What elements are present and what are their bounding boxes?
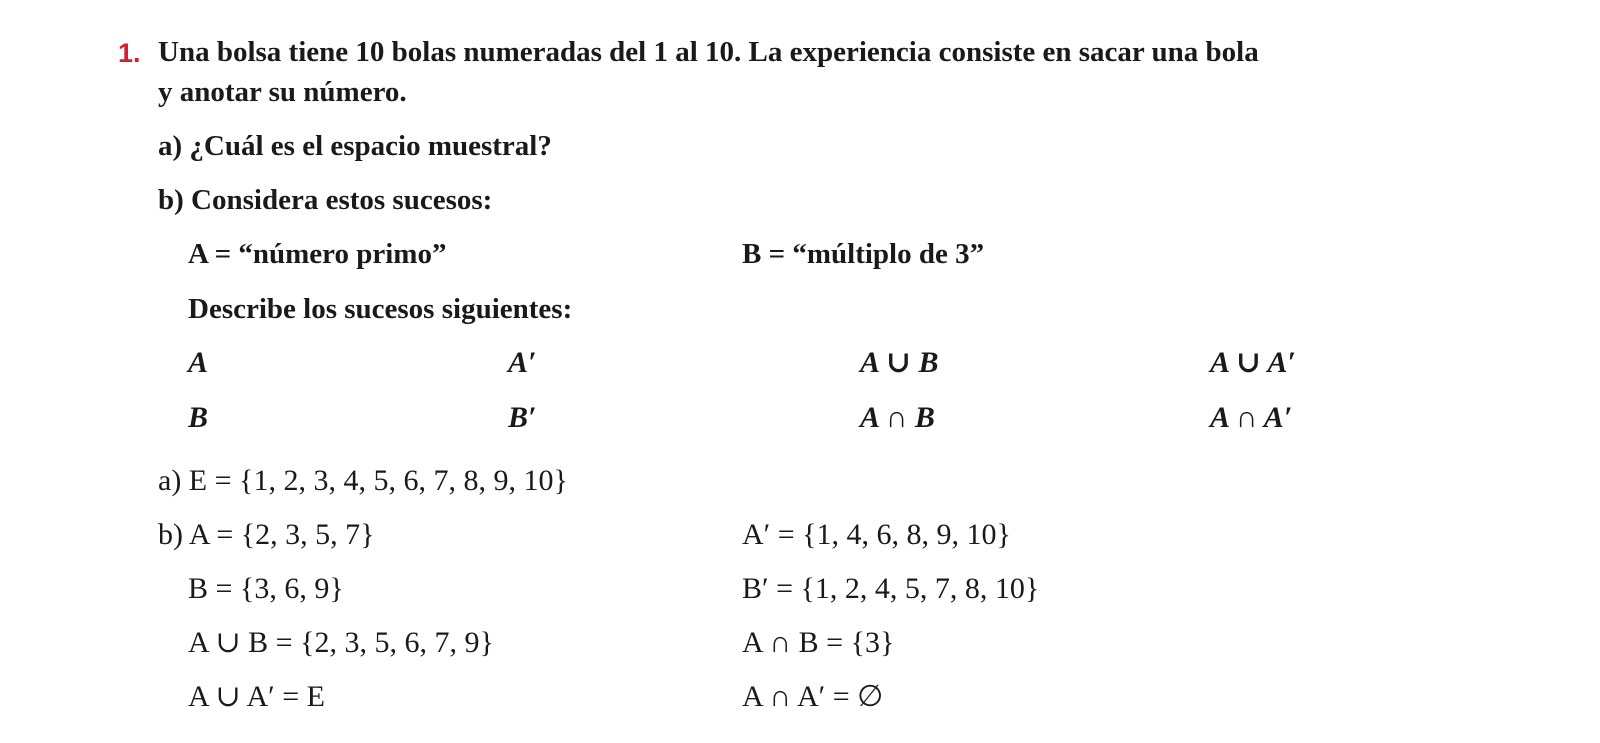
- grid-event-a-complement: A′: [508, 346, 537, 379]
- grid-event-b: B: [188, 401, 209, 434]
- grid-event-a: A: [188, 346, 209, 379]
- solution-b-set-a-complement: A′ = {1, 4, 6, 8, 9, 10}: [742, 518, 1011, 551]
- problem-number: 1.: [118, 38, 141, 68]
- solution-b-set-b-complement: B′ = {1, 2, 4, 5, 7, 8, 10}: [742, 572, 1040, 605]
- problem-statement-line2: y anotar su número.: [158, 76, 407, 108]
- solution-b-set-a: b) A = {2, 3, 5, 7}: [158, 518, 375, 551]
- solution-b-set-b: B = {3, 6, 9}: [188, 572, 344, 605]
- grid-event-a-union-b: A ∪ B: [860, 346, 939, 379]
- solution-a-sample-space: a) E = {1, 2, 3, 4, 5, 6, 7, 8, 9, 10}: [158, 464, 568, 497]
- solution-intersect-a-b: A ∩ B = {3}: [742, 626, 895, 659]
- solution-union-a-b: A ∪ B = {2, 3, 5, 6, 7, 9}: [188, 626, 494, 659]
- solution-union-a-a-complement: A ∪ A′ = E: [188, 680, 325, 713]
- grid-event-a-intersect-b: A ∩ B: [860, 401, 935, 434]
- problem-statement-line1: Una bolsa tiene 10 bolas numeradas del 1 al 10. La experiencia consiste en sacar una bola: [158, 36, 1259, 68]
- grid-event-a-union-a-complement: A ∪ A′: [1210, 346, 1296, 379]
- event-b-definition: B = “múltiplo de 3”: [742, 238, 985, 270]
- solution-intersect-a-a-complement: A ∩ A′ = ∅: [742, 680, 884, 713]
- part-b-question: b) Considera estos sucesos:: [158, 184, 493, 216]
- describe-label: Describe los sucesos siguientes:: [188, 293, 573, 325]
- grid-event-a-intersect-a-complement: A ∩ A′: [1210, 401, 1293, 434]
- part-a-question: a) ¿Cuál es el espacio muestral?: [158, 130, 552, 162]
- event-a-definition: A = “número primo”: [188, 238, 447, 270]
- grid-event-b-complement: B′: [508, 401, 537, 434]
